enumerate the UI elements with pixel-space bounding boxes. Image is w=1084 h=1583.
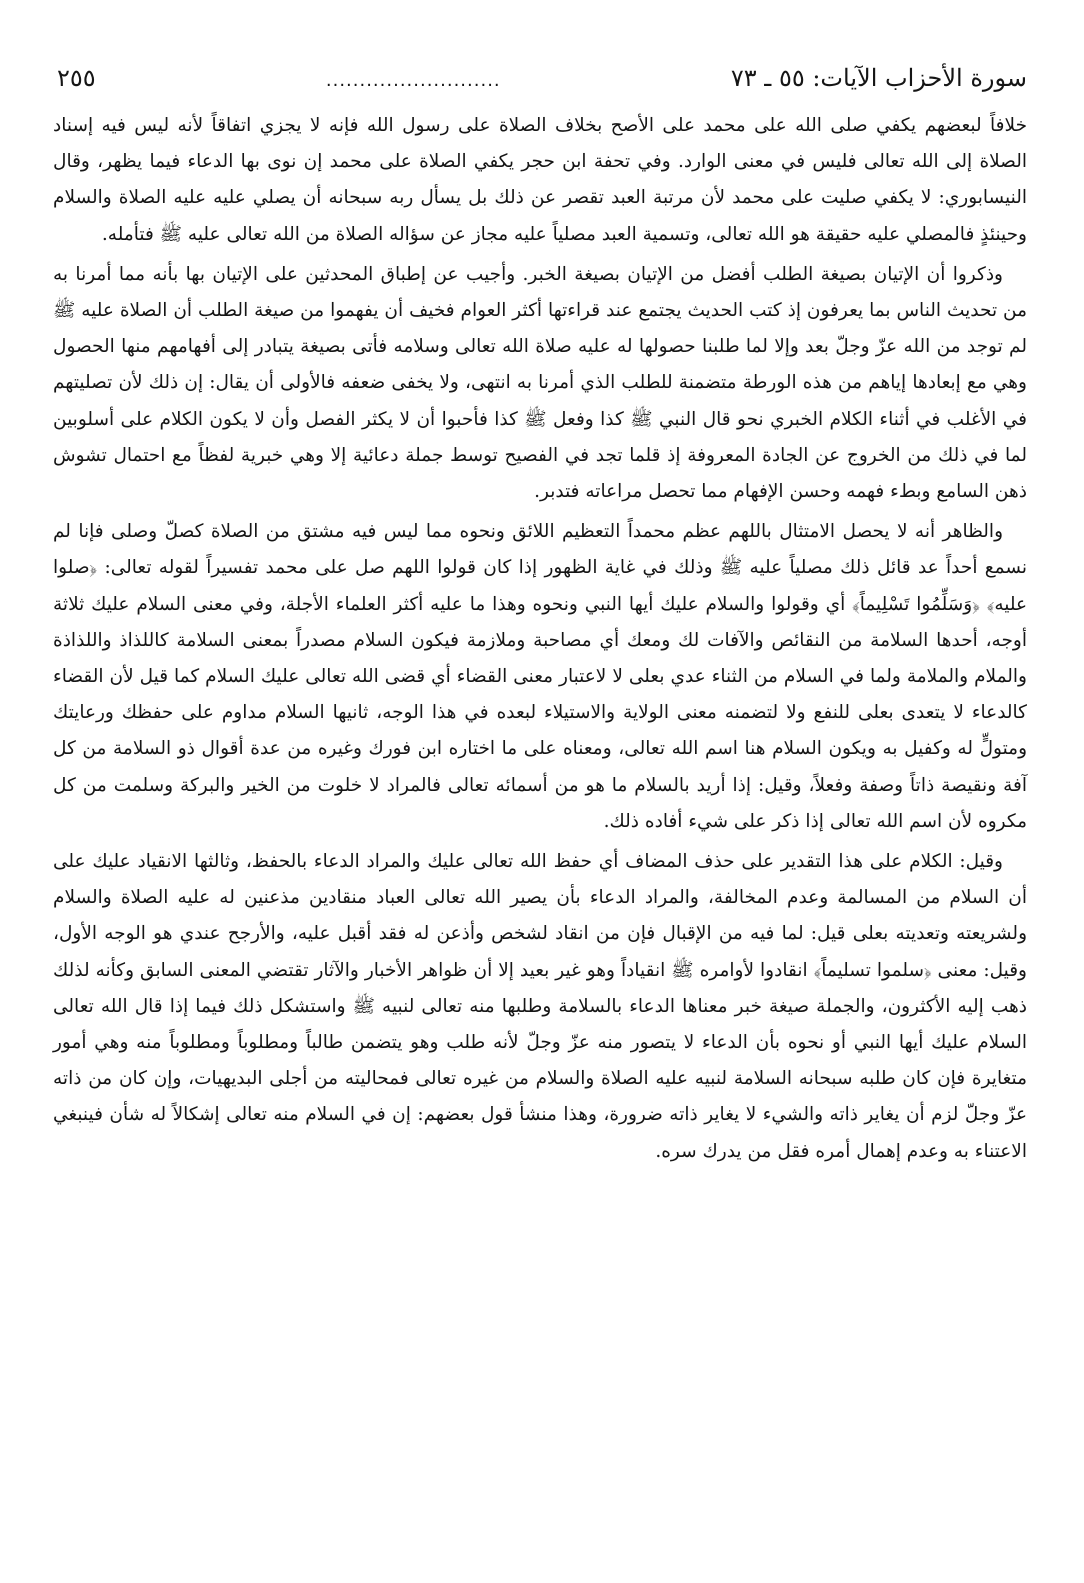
paragraph-2: وذكروا أن الإتيان بصيغة الطلب أفضل من الإتيان بصيغة الخبر. وأجيب عن إطباق المحدثين على الإتيان بها بأنه مما أمرنا به من تحديث الناس بما يعرفون إذ كتب الحديث يجتمع عند قراءتها أكثر العوام فخيف أن يفهموا من صيغة الطلب أن الصلاة عليه ﷺ لم توجد من الله عزّ وجلّ بعد وإلا لما طلبنا حصولها له عليه صلاة الله تعالى وسلامه فأتى بصيغة يتبادر إلى أفهامهم منها الحصول وهي مع إبعادها إياهم من هذه الورطة متضمنة للطلب الذي أمرنا به انتهى، ولا يخفى ضعفه فالأولى أن يقال: إن ذلك لأن تصليتهم في الأغلب في أثناء الكلام الخبري نحو قال النبي ﷺ كذا وفعل ﷺ كذا فأحبوا أن لا يكثر الفصل وأن لا يكون الكلام على أسلوبين لما في ذلك من الخروج عن الجادة المعروفة إذ قلما تجد في الفصيح توسط جملة دعائية إلا وهي خبرية لفظاً مع احتمال تشوش ذهن السامع وبطء فهمه وحسن الإفهام مما تحصل مراعاته فتدبر. bbox=[53, 263, 1027, 503]
paragraph-3: والظاهر أنه لا يحصل الامتثال باللهم عظم محمداً التعظيم اللائق ونحوه مما ليس فيه مشتق من الصلاة كصلّ وصلى فإنا لم نسمع أحداً عد قائل ذلك مصلياً عليه ﷺ وذلك في غاية الظهور إذا كان قولوا اللهم صل على محمد تفسيراً لقوله تعالى: ﴿صلوا عليه﴾ ﴿وَسَلِّمُوا تَسْلِيماً﴾ أي وقولوا والسلام عليك أيها النبي ونحوه وهذا ما عليه أكثر العلماء الأجلة، وفي معنى السلام عليك ثلاثة أوجه، أحدها السلامة من النقائص والآفات لك ومعك أي مصاحبة وملازمة فيكون السلام مصدراً بمعنى السلامة كاللذاذ واللذاذة والملام والملامة ولما في السلام من الثناء عدي بعلى لا لاعتبار معنى القضاء أي قضى الله تعالى عليك السلام كما قيل لأن القضاء كالدعاء لا يتعدى بعلى للنفع ولا لتضمنه معنى الولاية والاستيلاء لبعده في هذا الوجه، ثانيها السلام مداوم على حفظك ورعايتك ومتولٍّ له وكفيل به ويكون السلام هنا اسم الله تعالى، ومعناه على ما اختاره ابن فورك وغيره من عدة أقوال ذو السلامة من كل آفة ونقيصة ذاتاً وصفة وفعلاً، وقيل: إذا أريد بالسلام ما هو من أسمائه تعالى فالمراد لا خلوت من الخير والبركة وسلمت من كل مكروه لأن اسم الله تعالى إذا ذكر على شيء أفاده ذلك. bbox=[53, 521, 1027, 832]
page-body bbox=[53, 108, 1027, 1170]
surah-title: سورة الأحزاب الآيات: ٥٥ ـ ٧٣ bbox=[730, 64, 1027, 92]
page-number: ٢٥٥ bbox=[57, 64, 96, 92]
header-leader-dots: .......................... bbox=[325, 70, 501, 91]
paragraph-4: وقيل: الكلام على هذا التقدير على حذف المضاف أي حفظ الله تعالى عليك والمراد الدعاء بالحفظ، وثالثها الانقياد عليك على أن السلام من المسالمة وعدم المخالفة، والمراد الدعاء بأن يصير الله تعالى العباد منقادين مذعنين له عليه الصلاة والسلام ولشريعته وتعديته بعلى قيل: لما فيه من الإقبال فإن من انقاد لشخص وأذعن له فقد أقبل عليه، والأرجح عندي هو الوجه الأول، وقيل: معنى ﴿سلموا تسليماً﴾ انقادوا لأوامره ﷺ انقياداً وهو غير بعيد إلا أن ظواهر الأخبار والآثار تقتضي المعنى السابق وكأنه لذلك ذهب إليه الأكثرون، والجملة صيغة خبر معناها الدعاء بالسلامة وطلبها منه تعالى لنبيه ﷺ واستشكل ذلك فيما إذا قال الله تعالى السلام عليك أيها النبي أو نحوه بأن الدعاء لا يتصور منه عزّ وجلّ لأنه طلب وهو يتضمن طالباً ومطلوباً ومطلوباً منه وهي أمور متغايرة فإن كان طلبه سبحانه السلامة لنبيه عليه الصلاة والسلام من غيره تعالى فمحاليته من أجلى البديهيات، وإن كان من ذاته عزّ وجلّ لزم أن يغاير ذاته والشيء لا يغاير ذاته ضرورة، وهذا منشأ قول بعضهم: إن في السلام منه تعالى إشكالاً له شأن فينبغي الاعتناء به وعدم إهمال أمره فقل من يدرك سره. bbox=[53, 851, 1027, 1162]
running-header bbox=[57, 64, 1027, 100]
paragraph-1: خلافاً لبعضهم يكفي صلى الله على محمد على الأصح بخلاف الصلاة على رسول الله فإنه لا يجزي اتفاقاً لأنه ليس فيه إسناد الصلاة إلى الله تعالى فليس في معنى الوارد. وفي تحفة ابن حجر يكفي الصلاة على محمد إن نوى بها الدعاء فيما يظهر، وقال النيسابوري: لا يكفي صليت على محمد لأن مرتبة العبد تقصر عن ذلك بل يسأل ربه سبحانه أن يصلي عليه عليه الصلاة والسلام وحينئذٍ فالمصلي عليه حقيقة هو الله تعالى، وتسمية العبد مصلياً عليه مجاز عن سؤاله الصلاة من الله تعالى عليه ﷺ فتأمله. bbox=[53, 115, 1027, 245]
